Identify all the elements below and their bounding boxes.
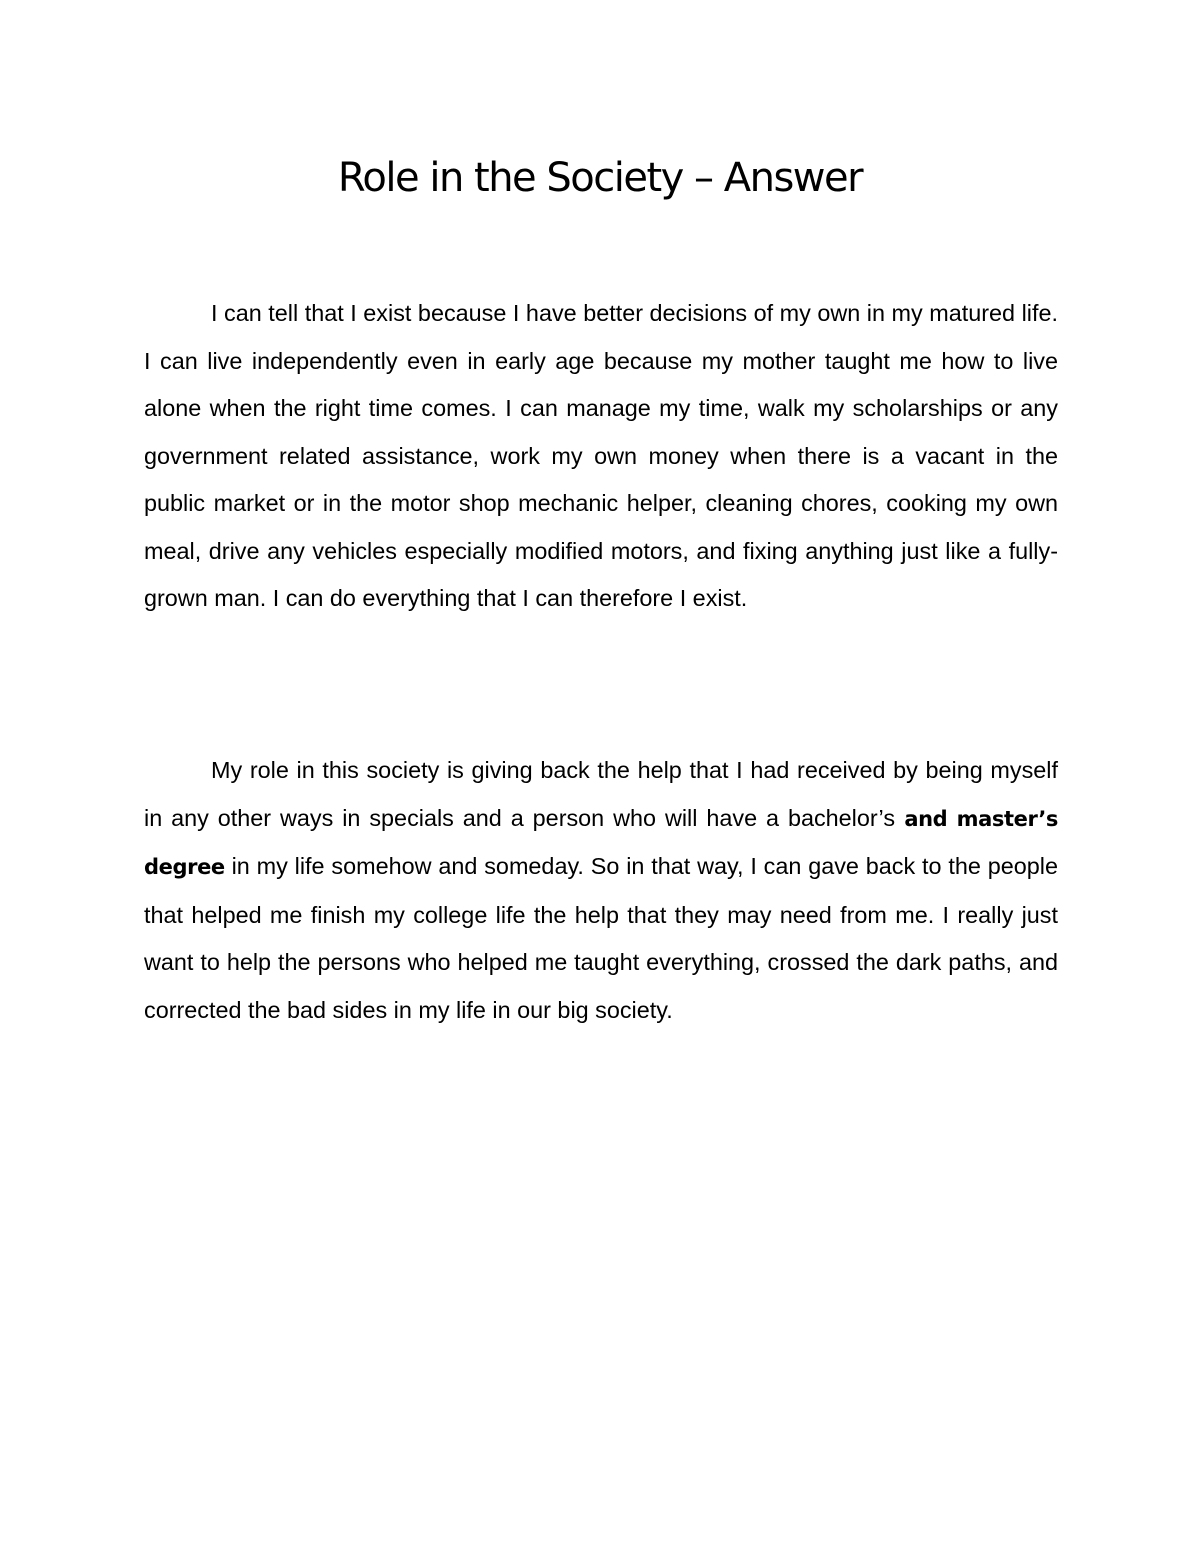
paragraph-1: I can tell that I exist because I have better decisions of my own in my matured life. I can live independently even in early age because my mother taught me how to live alone when the right time comes. I can manage my time, walk my scholarships or any government related assistance, work my own money when there is a vacant in the public market or in the motor shop mechanic helper, cleaning chores, cooking my own meal, drive any vehicles especially modified motors, and fixing anything just like a fully-grown man. I can do everything that I can therefore I exist. — [144, 300, 1058, 611]
paragraph-2-part-2: in my life somehow and someday. So in that way, I can gave back to the people that helped me finish my college life the help that they may need from me. I really just want to help the persons who helped me taught everything, crossed the dark paths, and corrected the bad sides in my life in our big society. — [144, 853, 1058, 1023]
paragraph-2-bold-run: and master’s degree — [144, 806, 1058, 879]
document-title: Role in the Society – Answer — [337, 155, 863, 201]
paragraph-2 — [144, 747, 1058, 1034]
paragraph-2-part-1: My role in this society is giving back the help that I had received by being myself in any other ways in specials and a person who will have a bachelor’s — [144, 757, 1058, 831]
